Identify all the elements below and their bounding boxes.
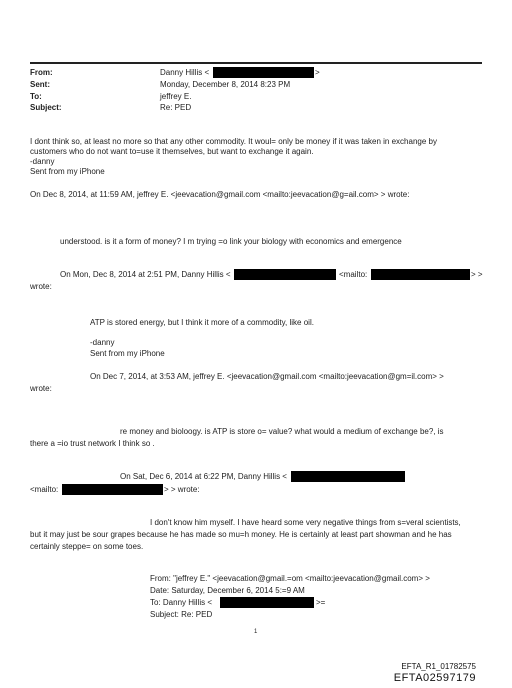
quote-header: On Dec 8, 2014, at 11:59 AM, jeffrey E. <jeevacation@gmail.com <mailto:jeevacation@g=ail.com> > wrote: — [30, 190, 410, 199]
message-line: ATP is stored energy, but I think it more of a commodity, like oil. — [90, 318, 314, 327]
message-line: re money and bioloogy. is ATP is store o= value? what would a medium of exchange be?, is — [120, 427, 444, 436]
redaction-box — [291, 471, 405, 482]
wrote-label: wrote: — [30, 282, 52, 291]
forward-to-close: >= — [316, 598, 326, 607]
forward-from: From: "jeffrey E." <jeevacation@gmail.=om <mailto:jeevacation@gmail.com> > — [150, 574, 430, 583]
footer-id-primary: EFTA_R1_01782575 — [401, 662, 476, 671]
forward-date: Date: Saturday, December 6, 2014 5:=9 AM — [150, 586, 305, 595]
page-number: 1 — [254, 629, 258, 635]
message-line: but it may just be sour grapes because he has made so mu=h money. He is certainly at least part showman and he has — [30, 530, 452, 539]
header-rule — [30, 62, 482, 64]
mailto-prefix: <mailto: — [339, 270, 368, 279]
signature: Sent from my iPhone — [30, 167, 105, 176]
to-value: jeffrey E. — [160, 92, 192, 101]
to-label: To: — [30, 92, 42, 101]
from-label: From: — [30, 68, 53, 77]
signature: -danny — [90, 338, 115, 347]
footer-id-secondary: EFTA02597179 — [393, 672, 476, 684]
redaction-box — [234, 269, 336, 280]
signature: Sent from my iPhone — [90, 349, 165, 358]
sent-label: Sent: — [30, 80, 50, 89]
redaction-box — [371, 269, 470, 280]
message-line: I don't know him myself. I have heard some very negative things from s=veral scientists, — [150, 518, 461, 527]
body-line: customers who do not want to=use it themselves, but want to exchange it again. — [30, 147, 314, 156]
mailto-close: > > — [471, 270, 483, 279]
quote-header: On Sat, Dec 6, 2014 at 6:22 PM, Danny Hillis < — [120, 472, 287, 481]
subject-label: Subject: — [30, 103, 62, 112]
quote-header: On Mon, Dec 8, 2014 at 2:51 PM, Danny Hillis < — [60, 270, 231, 279]
forward-to: To: Danny Hillis < — [150, 598, 213, 607]
redaction-box — [213, 67, 314, 78]
message-line: there a =io trust network I think so . — [30, 439, 155, 448]
from-value: Danny Hillis < — [160, 68, 210, 77]
mailto-prefix: <mailto: — [30, 485, 59, 494]
sent-value: Monday, December 8, 2014 8:23 PM — [160, 80, 291, 89]
signature: -danny — [30, 157, 55, 166]
redaction-box — [62, 484, 163, 495]
quote-header: On Dec 7, 2014, at 3:53 AM, jeffrey E. <jeevacation@gmail.com <mailto:jeevacation@gm=il.com> > — [90, 372, 444, 381]
wrote-label: wrote: — [30, 384, 52, 393]
body-line: I dont think so, at least no more so that any other commodity. It woul= only be money if it was taken in exchange by — [30, 137, 437, 146]
from-close: > — [315, 68, 320, 77]
forward-subject: Subject: Re: PED — [150, 610, 213, 619]
message-line: certainly steppe= on some toes. — [30, 542, 144, 551]
wrote-label: > > wrote: — [164, 485, 200, 494]
subject-value: Re: PED — [160, 103, 192, 112]
redaction-box — [220, 597, 314, 608]
message-line: understood. is it a form of money? I m trying =o link your biology with economics and emergence — [60, 237, 402, 246]
